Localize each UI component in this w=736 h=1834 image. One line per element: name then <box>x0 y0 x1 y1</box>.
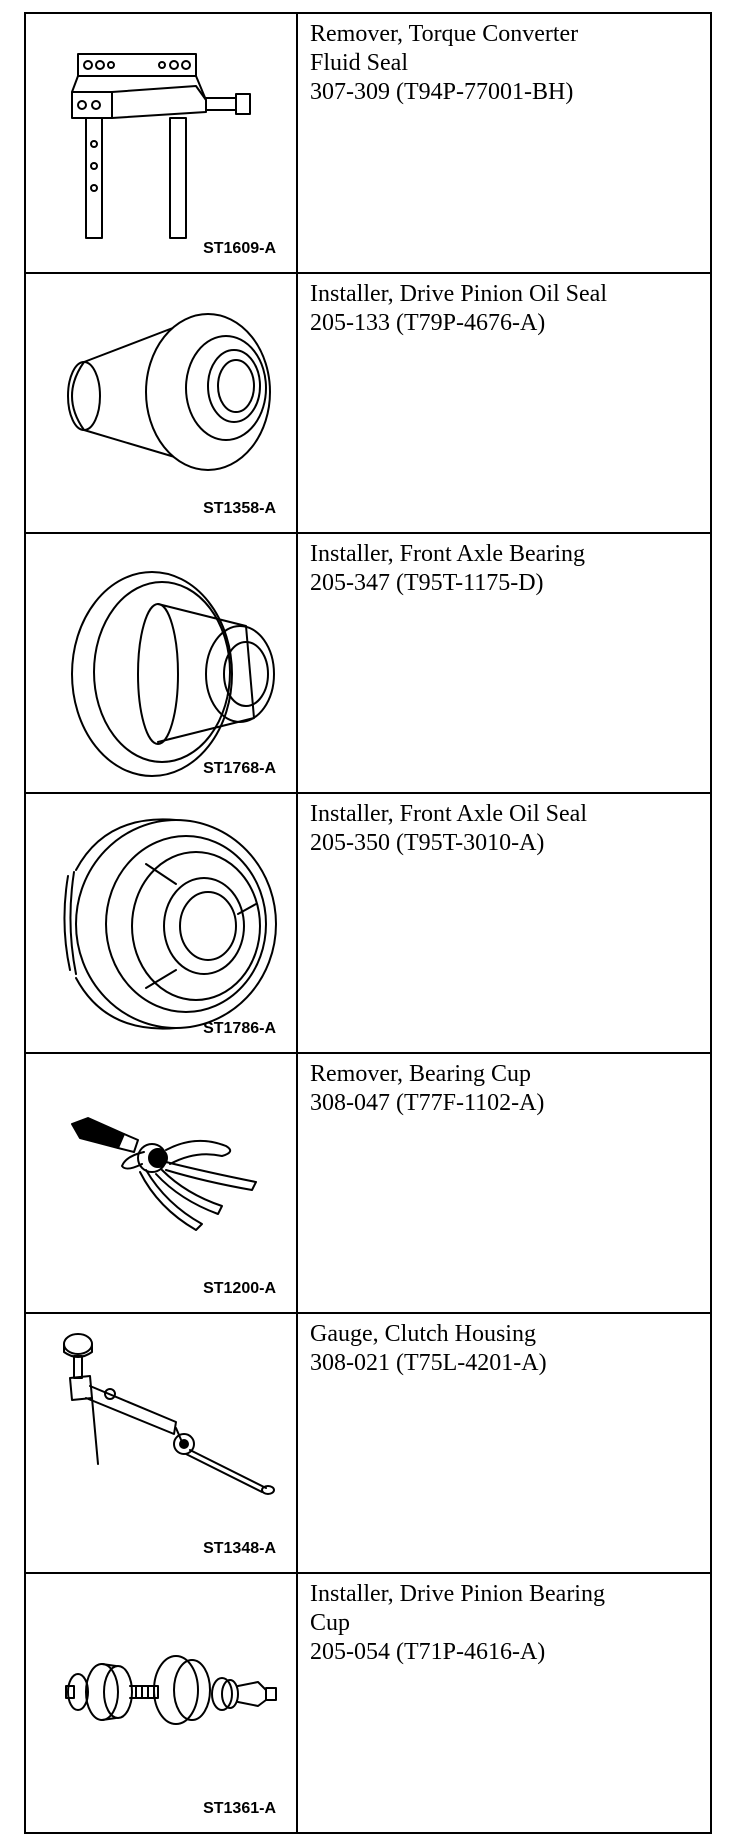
tool-name-line: Installer, Drive Pinion Oil Seal <box>310 281 607 307</box>
front-axle-bearing-installer-illustration <box>26 534 296 786</box>
tool-illustration-cell <box>25 273 297 533</box>
figure-code: ST1768-A <box>203 760 276 777</box>
tool-name-line: Fluid Seal <box>310 50 409 76</box>
tool-name-line: Installer, Front Axle Oil Seal <box>310 801 587 827</box>
tool-description-cell <box>297 273 711 533</box>
tool-number: 205-350 (T95T-3010-A) <box>310 830 545 856</box>
tool-number: 205-054 (T71P-4616-A) <box>310 1639 546 1665</box>
tool-name-line: Remover, Torque Converter <box>310 21 579 47</box>
tool-name-line: Gauge, Clutch Housing <box>310 1321 536 1347</box>
tool-number: 205-347 (T95T-1175-D) <box>310 570 544 596</box>
table-row <box>25 1053 711 1313</box>
table-row <box>25 1573 711 1833</box>
figure-code: ST1358-A <box>203 500 276 517</box>
tool-illustration-cell <box>25 1573 297 1833</box>
table-row <box>25 533 711 793</box>
clutch-housing-gauge-illustration <box>26 1314 296 1566</box>
tool-name-line: Installer, Drive Pinion Bearing <box>310 1581 605 1607</box>
tool-description-cell <box>297 793 711 1053</box>
tool-number: 307-309 (T94P-77001-BH) <box>310 79 574 105</box>
torque-converter-seal-remover-illustration <box>26 14 296 266</box>
tool-name-line: Remover, Bearing Cup <box>310 1061 531 1087</box>
tool-number: 308-047 (T77F-1102-A) <box>310 1090 545 1116</box>
tool-illustration-cell <box>25 1313 297 1573</box>
tool-illustration-cell <box>25 13 297 273</box>
table-row <box>25 1313 711 1573</box>
tool-number: 308-021 (T75L-4201-A) <box>310 1350 547 1376</box>
tool-description-cell <box>297 13 711 273</box>
tool-illustration-cell <box>25 1053 297 1313</box>
tool-number: 205-133 (T79P-4676-A) <box>310 310 546 336</box>
figure-code: ST1348-A <box>203 1540 276 1557</box>
drive-pinion-bearing-cup-installer-illustration <box>26 1574 296 1826</box>
table-row <box>25 13 711 273</box>
tool-name-line: Installer, Front Axle Bearing <box>310 541 585 567</box>
drive-pinion-oil-seal-installer-illustration <box>26 274 296 526</box>
tool-description-cell <box>297 1313 711 1573</box>
tool-description-cell <box>297 1573 711 1833</box>
tool-illustration-cell <box>25 533 297 793</box>
table-row <box>25 273 711 533</box>
figure-code: ST1200-A <box>203 1280 276 1297</box>
front-axle-oil-seal-installer-illustration <box>26 794 296 1046</box>
bearing-cup-remover-illustration <box>26 1054 296 1306</box>
special-tools-table <box>24 12 712 1834</box>
figure-code: ST1361-A <box>203 1800 276 1817</box>
figure-code: ST1609-A <box>203 240 276 257</box>
tool-illustration-cell <box>25 793 297 1053</box>
tool-description-cell <box>297 1053 711 1313</box>
tool-name-line: Cup <box>310 1610 351 1636</box>
figure-code: ST1786-A <box>203 1020 276 1037</box>
table-row <box>25 793 711 1053</box>
tool-description-cell <box>297 533 711 793</box>
